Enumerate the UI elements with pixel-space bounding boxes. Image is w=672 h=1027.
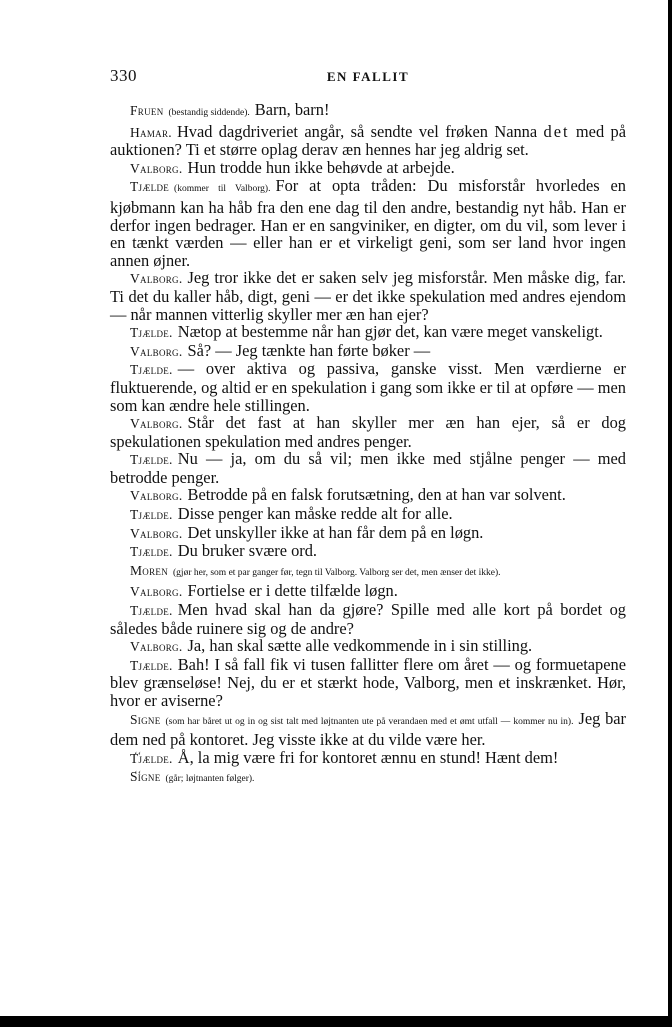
- emphasized-word: det: [543, 121, 570, 141]
- speaker-name: Fruen: [130, 103, 164, 118]
- page-number: 330: [110, 66, 137, 85]
- speaker-name: Valborg.: [130, 343, 183, 359]
- dialogue-line: [110, 159, 626, 178]
- speaker-name: Valborg.: [130, 160, 183, 176]
- speaker-name: Signe: [130, 769, 161, 785]
- stage-direction: (går; løjtnanten følger).: [165, 774, 255, 785]
- speech-text: Står det fast at han skyller mer æn han ejer, så er dog spekulationen spekulation med andres penger.: [110, 413, 626, 451]
- speaker-name: Signe: [130, 711, 161, 727]
- play-text: [110, 101, 626, 789]
- speaker-name: Tjælde.: [130, 603, 173, 619]
- speech-text: Nu — ja, om du så vil; men ikke med stjålne penger — med betrodde penger.: [110, 449, 626, 487]
- dialogue-line: [110, 582, 626, 601]
- speech-text: Nætop at bestemme når han gjør det, kan være meget vanskeligt.: [177, 322, 603, 342]
- speech-text: Bah! I så fall fik vi tusen fallitter flere om året — og formuetapene blev grænseløse! Nej, du er et stærkt hode, Valborg, men et inskrænket. Hør, hvor er aviserne?: [110, 654, 626, 710]
- dialogue-line: [110, 710, 626, 749]
- dialogue-line: [110, 414, 626, 450]
- dialogue-line: [110, 637, 626, 656]
- scan-frame-bottom: [0, 1016, 672, 1027]
- speaker-name: Tjælde.: [130, 325, 173, 341]
- speech-text-continued: med på auktionen? Ti et større oplag derav æn hennes har jeg aldrig set.: [110, 121, 626, 160]
- speech-text: Hvad dagdriveriet angår, så sendte vel frøken Nanna: [176, 121, 538, 141]
- speech-text: Så? — Jeg tænkte han førte bøker —: [187, 340, 431, 360]
- speech-text: — over aktiva og passiva, ganske visst. Men værdierne er fluktuerende, og altid er en spekulation i gang som ikke er til at opføre — men som kan ændre hele stillingen.: [110, 359, 626, 415]
- speaker-name: Hamar.: [130, 124, 172, 140]
- speaker-name: Moren: [130, 562, 169, 578]
- speech-text: Betrodde på en falsk forutsætning, den at han var solvent.: [187, 485, 566, 505]
- speaker-name: Valborg.: [130, 639, 183, 655]
- speech-text: Barn, barn!: [254, 100, 330, 119]
- dialogue-line: [110, 656, 626, 710]
- speaker-name: Tjælde.: [130, 750, 173, 766]
- speech-text: Hun trodde hun ikke behøvde at arbejde.: [187, 157, 455, 177]
- speaker-name: Valborg.: [130, 416, 183, 432]
- dialogue-line: [110, 323, 626, 342]
- dialogue-line: [110, 749, 626, 768]
- speaker-name: Tjælde: [130, 179, 170, 195]
- speech-text: Disse penger kan måske redde alt for alle.: [177, 504, 453, 524]
- scan-frame-right: [668, 0, 672, 1027]
- speech-text: Fortielse er i dette tilfælde løgn.: [187, 581, 398, 601]
- dialogue-line: [110, 486, 626, 505]
- speech-text: Å, la mig være fri for kontoret ænnu en stund! Hænt dem!: [177, 747, 559, 767]
- stage-direction: (som har båret ut og in og sist talt med løjtnanten ute på verandaen med et ømt utfall — kommer nu in).: [165, 716, 574, 727]
- dialogue-line: [110, 269, 626, 323]
- speech-text: Ja, han skal sætte alle vedkommende in i sin stilling.: [187, 636, 533, 656]
- running-title: EN FALLIT: [326, 69, 410, 84]
- stage-direction-line: [110, 561, 626, 583]
- dialogue-line: [110, 601, 626, 637]
- margin-mark-icon: [112, 754, 130, 764]
- dialogue-line: [110, 505, 626, 524]
- speech-text: Men hvad skal han da gjøre? Spille med alle kort på bordet og således både ruinere sig og de andre?: [110, 600, 626, 638]
- dialogue-line: [110, 360, 626, 414]
- speaker-name: Tjælde.: [130, 362, 173, 378]
- dialogue-line: [110, 123, 626, 159]
- speaker-name: Tjælde.: [130, 657, 173, 673]
- margin-mark-icon: [112, 773, 130, 783]
- stage-direction: (kommer til Valborg).: [174, 184, 271, 195]
- dialogue-line: [110, 101, 626, 123]
- speaker-name: Tjælde.: [130, 452, 173, 468]
- speaker-name: Tjælde.: [130, 507, 173, 523]
- dialogue-line: [110, 342, 626, 361]
- speech-text: Du bruker svære ord.: [177, 541, 318, 561]
- speaker-name: Valborg.: [130, 488, 183, 504]
- dialogue-line: [110, 177, 626, 269]
- speech-text: Jeg tror ikke det er saken selv jeg misforstår. Men måske dig, far. Ti det du kaller håb, digt, geni — er det ikke spekulation med andres ejendom — når mannen vitterlig skyller mer æn han ejer?: [110, 268, 626, 324]
- dialogue-line: [110, 450, 626, 486]
- speech-text: For at opta tråden: Du misforstår hvorledes en kjøbmann kan ha håb fra den ene dag til den andre, bestandig nyt håb. Han er derfor ingen bedrager. Han er en sangviniker, en digter, om du vil, som lever i en tænkt værden — eller han er et virkeligt geni, som ser land hvor ingen annen øjner.: [110, 176, 626, 270]
- stage-direction: (bestandig siddende).: [168, 108, 250, 118]
- page-header: [110, 66, 626, 88]
- speaker-name: Valborg.: [130, 271, 183, 287]
- stage-direction: (gjør her, som et par ganger før, tegn til Valborg. Valborg ser det, men ænser det ikke).: [173, 567, 501, 578]
- speaker-name: Valborg.: [130, 525, 183, 541]
- dialogue-line: [110, 542, 626, 561]
- stage-direction-line: [110, 767, 626, 789]
- speaker-name: Tjælde.: [130, 544, 173, 560]
- dialogue-line: [110, 524, 626, 543]
- speech-text: Det unskyller ikke at han får dem på en løgn.: [187, 522, 484, 542]
- speech-text: Jeg bar dem ned på kontoret. Jeg visste ikke at du vilde være her.: [110, 708, 627, 750]
- speaker-name: Valborg.: [130, 584, 183, 600]
